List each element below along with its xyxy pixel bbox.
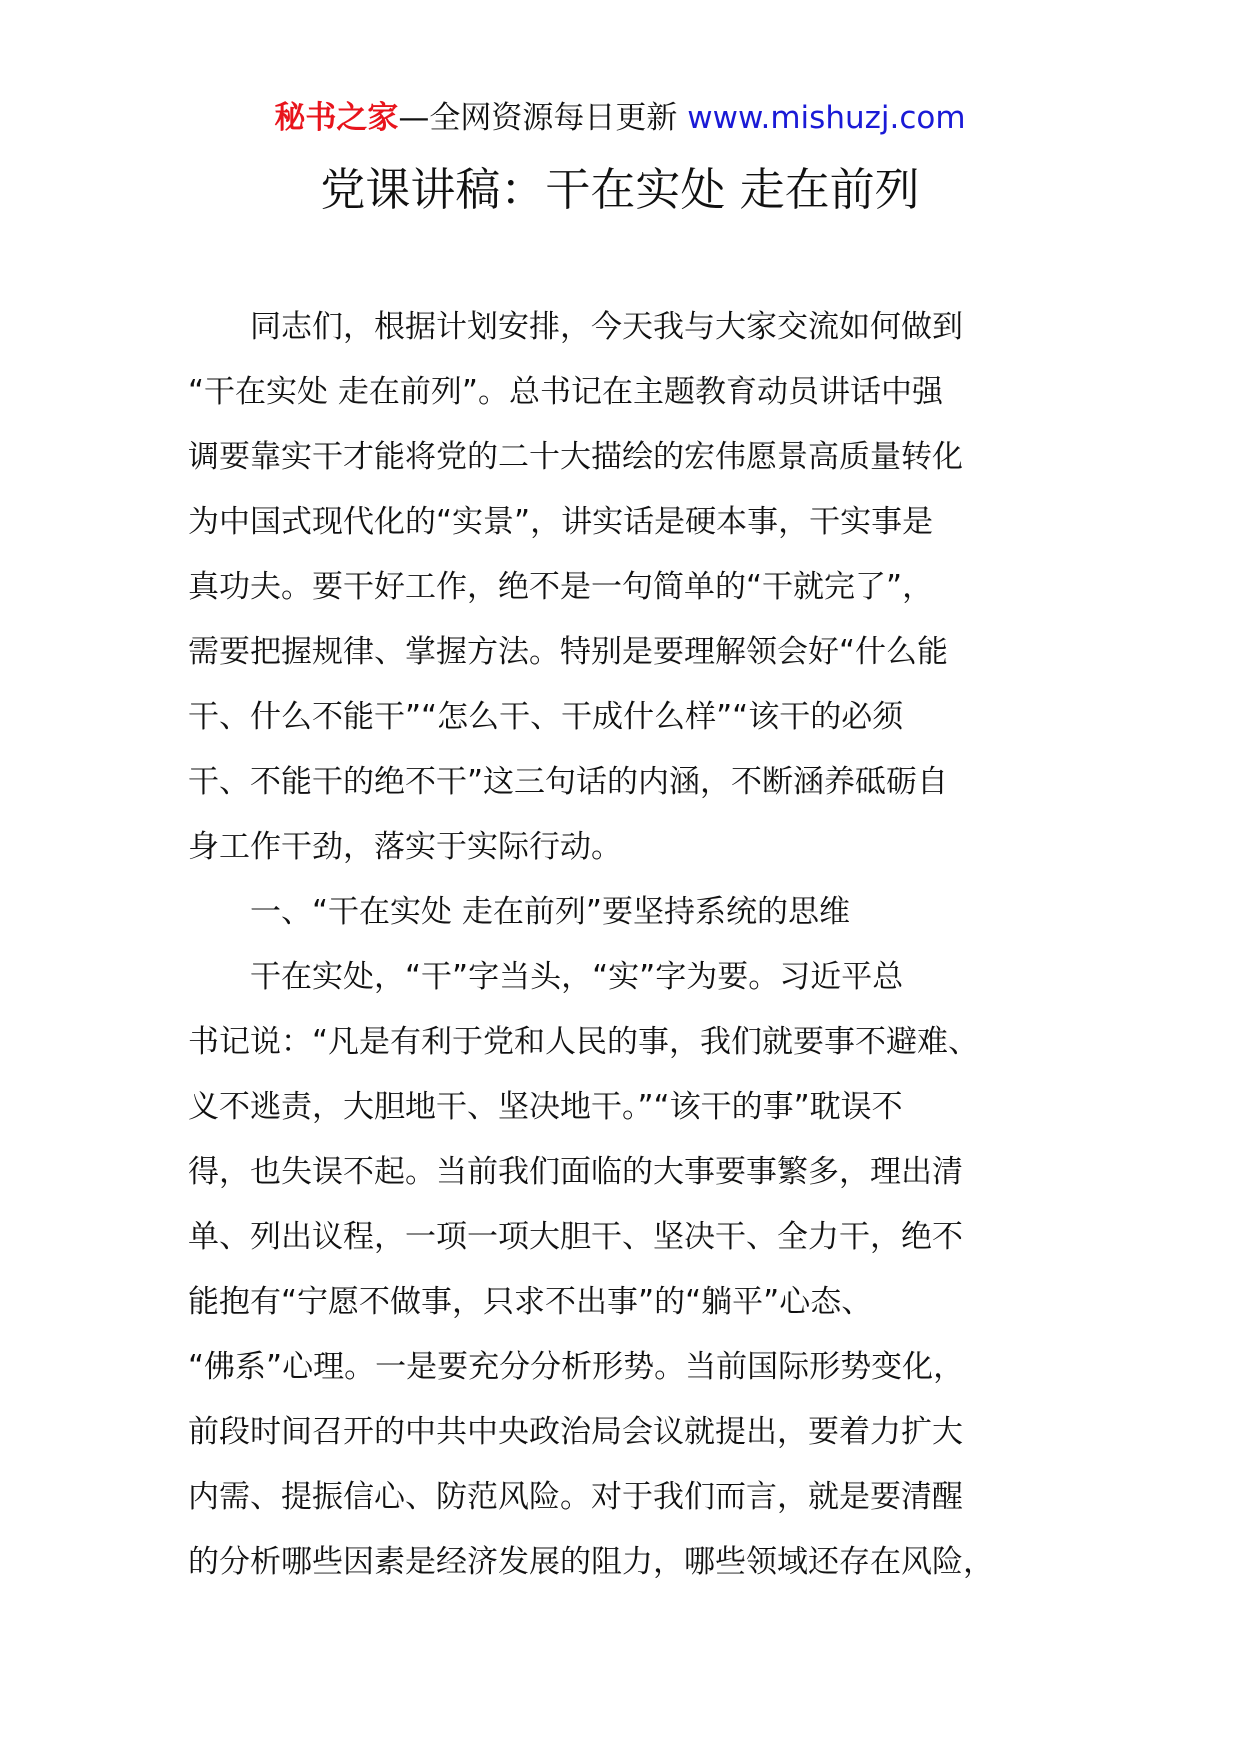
body-line: 能抱有“宁愿不做事，只求不出事”的“躺平”心态、 [188,1284,873,1320]
body-line: 需要把握规律、掌握方法。特别是要理解领会好“什么能 [188,634,949,670]
body-line: 为中国式现代化的“实景”，讲实话是硬本事，干实事是 [188,504,934,540]
body-line: “干在实处 走在前列”。总书记在主题教育动员讲话中强 [188,374,943,410]
body-line: 身工作干劲，落实于实际行动。 [188,829,622,865]
site-url-link[interactable]: www.mishuzj.com [687,100,966,136]
site-header [0,98,1240,138]
brand-name: 秘书之家 [274,100,399,136]
body-line: 干、不能干的绝不干”这三句话的内涵，不断涵养砥砺自 [188,764,949,800]
body-line: 内需、提振信心、防范风险。对于我们而言，就是要清醒 [188,1479,963,1515]
body-line: 的分析哪些因素是经济发展的阻力，哪些领域还存在风险， [188,1544,994,1580]
document-title: 党课讲稿：干在实处 走在前列 [320,163,920,216]
body-line: 真功夫。要干好工作，绝不是一句简单的“干就完了”， [188,569,934,605]
body-line: 干在实处，“干”字当头，“实”字为要。习近平总 [188,959,904,995]
body-line: 得，也失误不起。当前我们面临的大事要事繁多，理出清 [188,1154,963,1190]
section-heading: 一、“干在实处 走在前列”要坚持系统的思维 [188,894,850,930]
body-line: 单、列出议程，一项一项大胆干、坚决干、全力干，绝不 [188,1219,963,1255]
body-line: “佛系”心理。一是要充分分析形势。当前国际形势变化， [188,1349,965,1385]
body-line: 书记说：“凡是有利于党和人民的事，我们就要事不避难、 [188,1024,980,1060]
body-line: 前段时间召开的中共中央政治局会议就提出，要着力扩大 [188,1414,963,1450]
body-line: 同志们，根据计划安排，今天我与大家交流如何做到 [188,309,963,345]
body-line: 义不逃责，大胆地干、坚决地干。”“该干的事”耽误不 [188,1089,903,1125]
header-tagline: —全网资源每日更新 [398,100,678,136]
document-body [188,295,1048,1595]
body-line: 干、什么不能干”“怎么干、干成什么样”“该干的必须 [188,699,904,735]
body-line: 调要靠实干才能将党的二十大描绘的宏伟愿景高质量转化 [188,439,963,475]
